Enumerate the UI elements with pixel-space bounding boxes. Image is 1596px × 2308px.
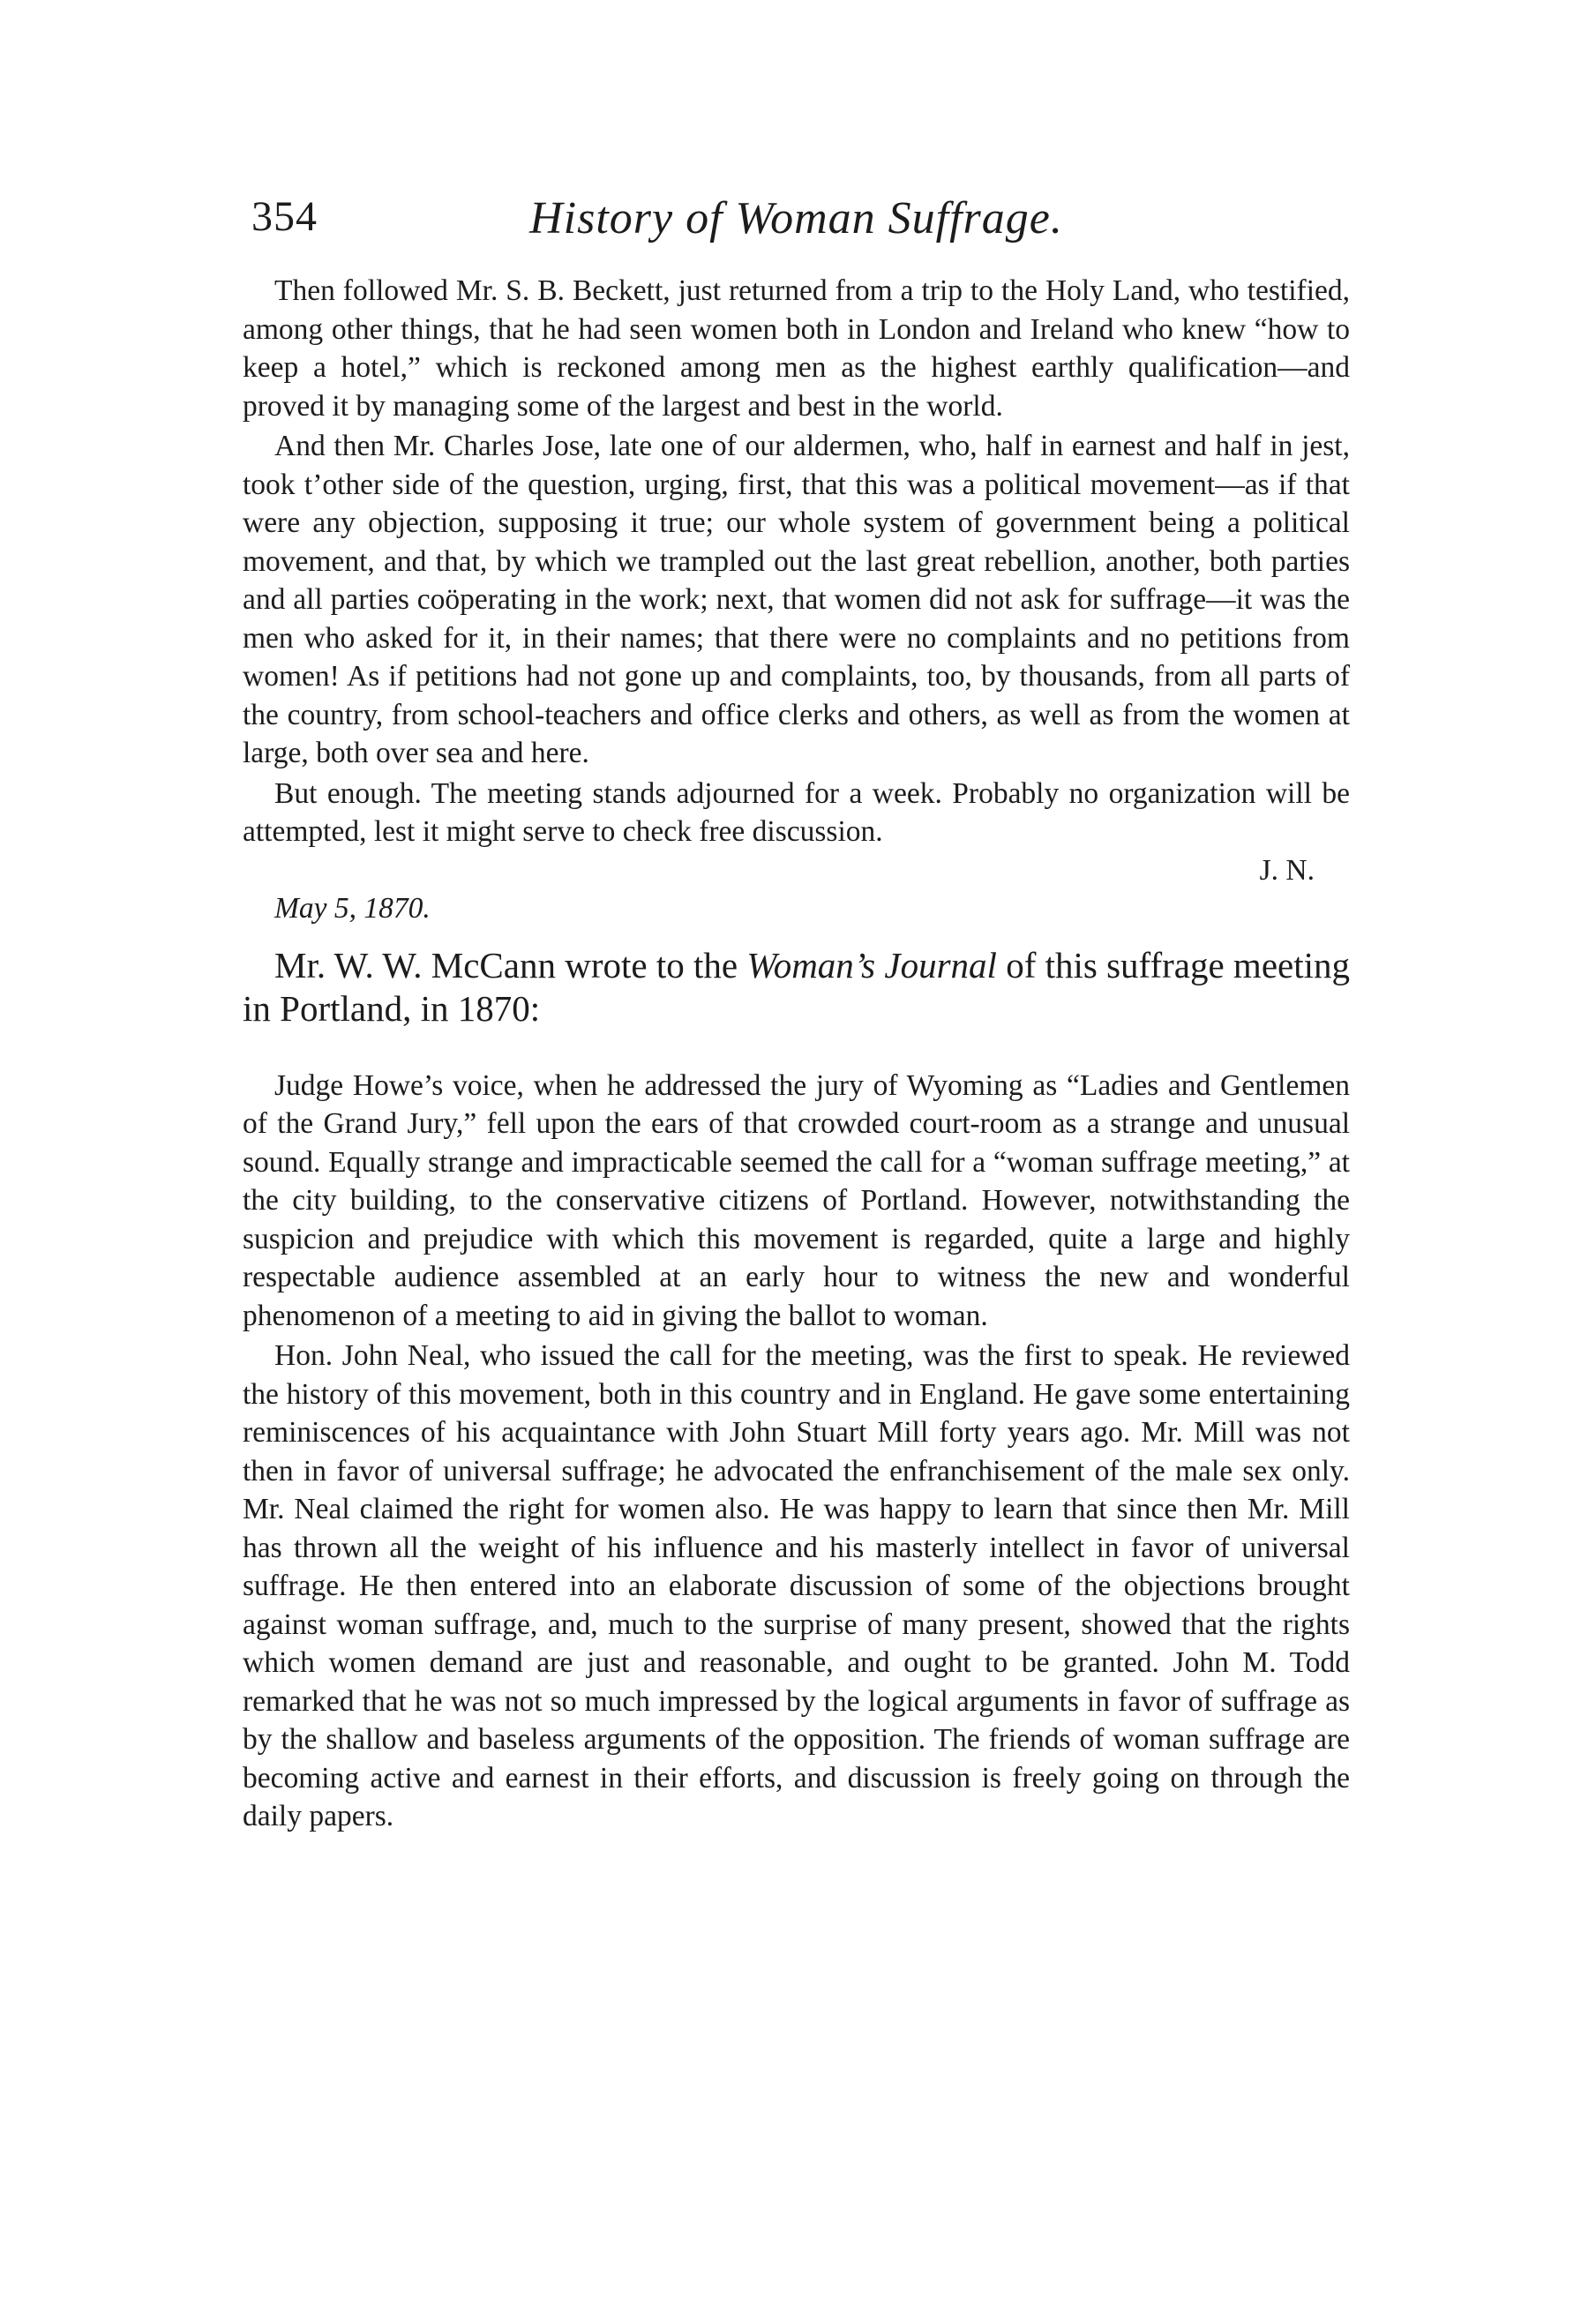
intro-text-after: of this suffrage meeting in Portland, in 1870: <box>243 944 1350 1029</box>
intro-text-before: Mr. W. W. McCann wrote to the <box>274 944 747 985</box>
paragraph-beckett: Then followed Mr. S. B. Beckett, just returned from a trip to the Holy Land, who testified, among other things, that he had seen women both in London and Ireland who knew “how to keep a hotel,” which is reckoned among men as the highest earthly qualification—and proved it by managing some of the largest and best in the world. <box>243 274 1350 423</box>
signature-initials: J. N. <box>1259 853 1315 887</box>
paragraph-john-neal: Hon. John Neal, who issued the call for the meeting, was the first to speak. He reviewed the history of this movement, both in this country and in England. He gave some entertaining reminiscences of his acquaintance with John Stuart Mill forty years ago. Mr. Mill was not then in favor of universal suffrage; he advocated the enfranchisement of the male sex only. Mr. Neal claimed the right for women also. He was happy to learn that since then Mr. Mill has thrown all the weight of his influence and his masterly intellect in favor of universal suffrage. He then entered into an elaborate discussion of some of the objections brought against woman suffrage, and, much to the surprise of many present, showed that the rights which women demand are just and reasonable, and ought to be granted. John M. Todd remarked that he was not so much impressed by the logical arguments in favor of suffrage as by the shallow and baseless arguments of the opposition. The friends of woman suffrage are becoming active and earnest in their efforts, and discussion is freely going on through the daily papers. <box>243 1339 1350 1832</box>
paragraph-judge-howe: Judge Howe’s voice, when he addressed the jury of Wyoming as “Ladies and Gentlemen of the Grand Jury,” fell upon the ears of that crowded court-room as a strange and unusual sound. Equally strange and impracticable seemed the call for a “woman suffrage meeting,” at the city building, to the conservative citizens of Portland. However, notwithstanding the suspicion and prejudice with which this movement is regarded, quite a large and highly respectable audience assembled at an early hour to witness the new and wonderful phenomenon of a meeting to aid in giving the ballot to woman. <box>243 1068 1350 1332</box>
page-number: 354 <box>251 193 318 240</box>
book-page <box>243 192 1350 1838</box>
paragraph-closing: But enough. The meeting stands adjourned for a week. Probably no organization will be attempted, lest it might serve to check free discussion. <box>243 776 1350 848</box>
quoted-letter-one <box>243 272 1350 928</box>
signoff-line <box>243 851 1350 890</box>
letter-date: May 5, 1870. <box>274 892 431 925</box>
running-title: History of Woman Suffrage. <box>529 193 1063 244</box>
page-header <box>243 192 1350 272</box>
journal-name: Woman’s Journal <box>746 944 997 985</box>
quoted-letter-two <box>243 1067 1350 1836</box>
intro-paragraph <box>243 944 1350 1030</box>
paragraph-jose: And then Mr. Charles Jose, late one of our aldermen, who, half in earnest and half in jest, took t’other side of the question, urging, first, that this was a political movement—as if that were any objection, supposing it true; our whole system of government being a political movement, and that, by which we trampled out the last great rebellion, another, both parties and all parties coöperating in the work; next, that women did not ask for suffrage—it was the men who asked for it, in their names; that there were no complaints and no petitions from women! As if petitions had not gone up and complaints, too, by thousands, from all parts of the country, from school-teachers and office clerks and others, as well as from the women at large, both over sea and here. <box>243 430 1350 769</box>
